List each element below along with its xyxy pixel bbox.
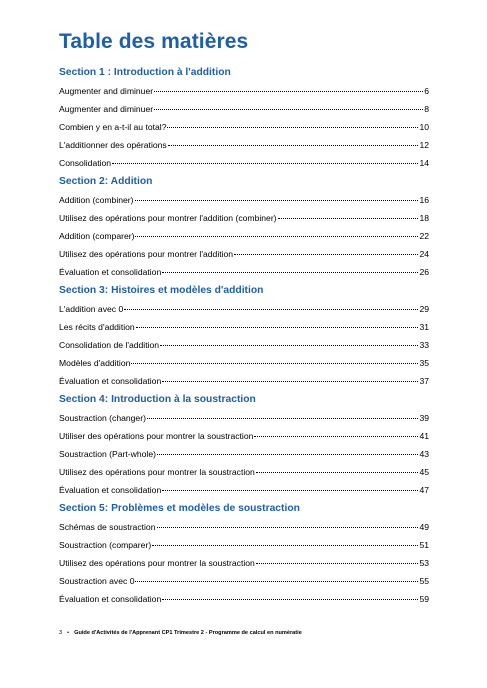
dot-leader (234, 254, 418, 255)
toc-entry-text: Schémas de soustraction (59, 522, 156, 532)
toc-entry[interactable] (59, 427, 429, 445)
toc-entry[interactable] (59, 554, 429, 572)
toc-entry-page: 12 (419, 140, 429, 150)
section-heading-2: Section 2: Addition (59, 176, 153, 187)
toc-entry-page: 10 (419, 122, 429, 132)
dot-leader (278, 218, 419, 219)
toc-entry-page: 55 (419, 576, 429, 586)
toc-entry-page: 41 (419, 431, 429, 441)
toc-entry-text: Utilisez des opérations pour montrer la soustraction (59, 558, 255, 568)
toc-entry[interactable] (59, 136, 429, 154)
toc-entry[interactable] (59, 372, 429, 390)
toc-entry-text: Soustraction (comparer) (59, 540, 152, 550)
toc-entry-text: Évaluation et consolidation (59, 376, 162, 386)
toc-entry[interactable] (59, 590, 429, 608)
dot-leader (254, 436, 418, 437)
toc-entry-page: 31 (419, 322, 429, 332)
toc-entry-text: Addition (comparer) (59, 231, 135, 241)
toc-entry-page: 26 (419, 267, 429, 277)
toc-entry-text: Utiliser des opérations pour montrer la soustraction (59, 431, 254, 441)
toc-entry-page: 39 (419, 413, 429, 423)
toc-entry-page: 51 (419, 540, 429, 550)
toc-entry-text: Utilisez des opérations pour montrer l'addition (59, 249, 234, 259)
toc-entry-page: 59 (419, 594, 429, 604)
toc-entry-page: 6 (424, 86, 429, 96)
footer-text: Guide d'Activités de l'Apprenant CP1 Trimestre 2 - Programme de calcul en numératie (74, 630, 302, 636)
toc-entry[interactable] (59, 445, 429, 463)
page-footer (59, 630, 302, 636)
toc-entry-text: L'addition avec 0 (59, 304, 124, 314)
toc-entry[interactable] (59, 82, 429, 100)
toc-entry-page: 47 (419, 485, 429, 495)
toc-entry[interactable] (59, 209, 429, 227)
dot-leader (154, 91, 423, 92)
footer-bullet: • (67, 630, 70, 636)
toc-entry[interactable] (59, 227, 429, 245)
toc-entry[interactable] (59, 463, 429, 481)
toc-entry-text: Augmenter and diminuer (59, 104, 154, 114)
toc-entry-text: Évaluation et consolidation (59, 594, 162, 604)
toc-entry-page: 14 (419, 158, 429, 168)
toc-entry[interactable] (59, 118, 429, 136)
toc-entry-page: 37 (419, 376, 429, 386)
dot-leader (160, 345, 418, 346)
dot-leader (131, 363, 418, 364)
dot-leader (168, 145, 419, 146)
section-heading-5: Section 5: Problèmes et modèles de soustraction (59, 503, 300, 514)
toc-entry-page: 24 (419, 249, 429, 259)
toc-entry[interactable] (59, 318, 429, 336)
toc-entry[interactable] (59, 572, 429, 590)
toc-entry[interactable] (59, 154, 429, 172)
toc-entry-text: Soustraction (changer) (59, 413, 146, 423)
section-heading-4: Section 4: Introduction à la soustraction (59, 394, 256, 405)
dot-leader (124, 309, 418, 310)
toc-entry[interactable] (59, 354, 429, 372)
dot-leader (256, 472, 419, 473)
toc-entry-page: 35 (419, 358, 429, 368)
toc-entry[interactable] (59, 191, 429, 209)
dot-leader (152, 545, 418, 546)
toc-entry-text: Évaluation et consolidation (59, 267, 162, 277)
page-title: Table des matières (59, 30, 249, 53)
toc-entry-text: Soustraction (Part-whole) (59, 449, 156, 459)
dot-leader (147, 418, 419, 419)
toc-entry[interactable] (59, 536, 429, 554)
toc-entry[interactable] (59, 263, 429, 281)
dot-leader (167, 127, 418, 128)
toc-entry-text: Utilisez des opérations pour montrer l'addition (combiner) (59, 213, 277, 223)
table-of-contents (59, 64, 429, 608)
toc-entry[interactable] (59, 518, 429, 536)
toc-entry-page: 53 (419, 558, 429, 568)
toc-entry-page: 33 (419, 340, 429, 350)
toc-entry[interactable] (59, 336, 429, 354)
toc-entry-page: 43 (419, 449, 429, 459)
dot-leader (162, 490, 418, 491)
toc-entry-text: Combien y en a-t-il au total? (59, 122, 167, 132)
dot-leader (135, 236, 418, 237)
toc-entry-text: Consolidation (59, 158, 112, 168)
section-heading-1: Section 1 : Introduction à l'addition (59, 67, 231, 78)
toc-entry[interactable] (59, 300, 429, 318)
toc-entry-text: Évaluation et consolidation (59, 485, 162, 495)
toc-entry-page: 29 (419, 304, 429, 314)
dot-leader (136, 327, 419, 328)
dot-leader (135, 200, 419, 201)
toc-entry-page: 22 (419, 231, 429, 241)
dot-leader (112, 163, 418, 164)
dot-leader (256, 563, 419, 564)
dot-leader (162, 272, 418, 273)
toc-entry-text: Soustraction avec 0 (59, 576, 135, 586)
dot-leader (157, 454, 418, 455)
footer-page-number: 3 (59, 630, 63, 636)
dot-leader (154, 109, 423, 110)
toc-entry[interactable] (59, 245, 429, 263)
toc-entry[interactable] (59, 409, 429, 427)
toc-entry-text: L'additionner des opérations (59, 140, 167, 150)
toc-entry-text: Consolidation de l'addition (59, 340, 160, 350)
toc-entry-text: Addition (combiner) (59, 195, 134, 205)
toc-entry-text: Utilisez des opérations pour montrer la soustraction (59, 467, 255, 477)
toc-entry-text: Augmenter and diminuer (59, 86, 154, 96)
dot-leader (162, 381, 418, 382)
toc-entry-text: Modèles d'addition (59, 358, 131, 368)
toc-entry[interactable] (59, 100, 429, 118)
toc-entry-page: 45 (419, 467, 429, 477)
toc-entry[interactable] (59, 481, 429, 499)
toc-entry-page: 16 (419, 195, 429, 205)
toc-entry-text: Les récits d'addition (59, 322, 135, 332)
toc-entry-page: 18 (419, 213, 429, 223)
dot-leader (157, 527, 419, 528)
toc-entry-page: 8 (424, 104, 429, 114)
dot-leader (162, 599, 418, 600)
section-heading-3: Section 3: Histoires et modèles d'addition (59, 285, 264, 296)
dot-leader (135, 581, 418, 582)
toc-entry-page: 49 (419, 522, 429, 532)
